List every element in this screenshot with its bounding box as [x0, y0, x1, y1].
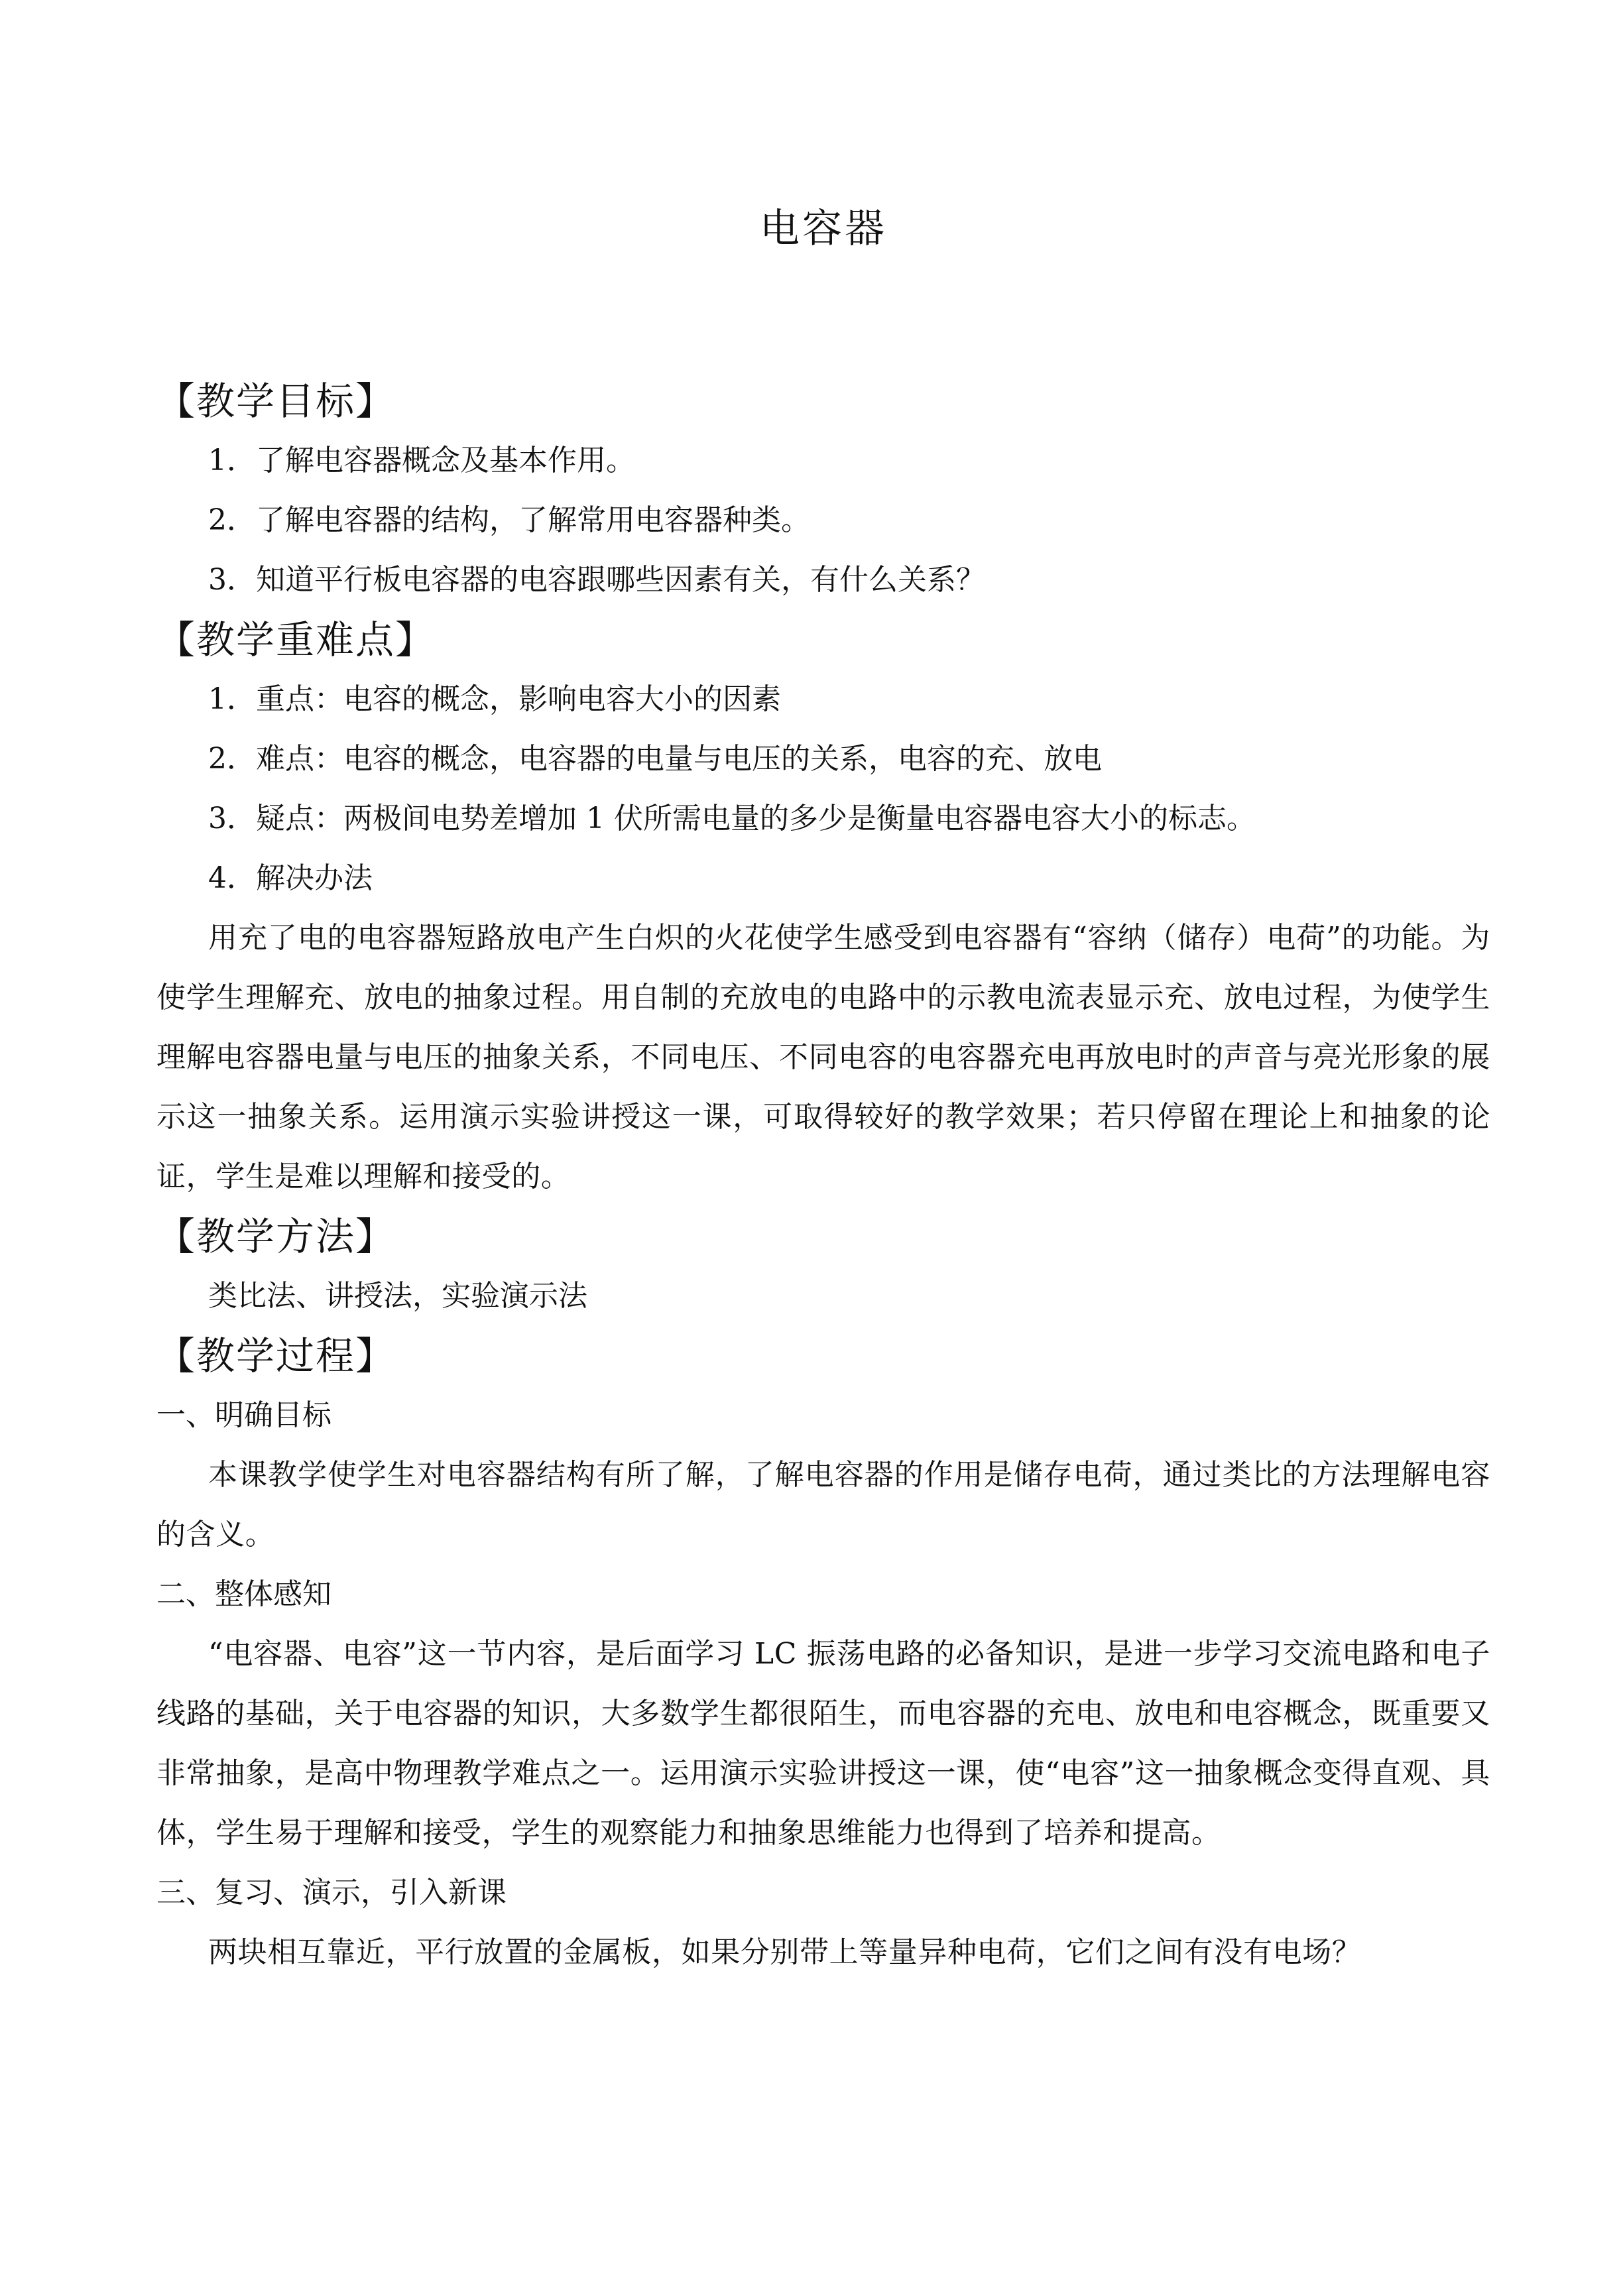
section-heading-key-points: 【教学重难点】: [156, 617, 436, 662]
key-point-item: 1．重点：电容的概念，影响电容大小的因素: [208, 682, 781, 716]
section-heading-objectives: 【教学目标】: [156, 379, 396, 424]
page-title: 电容器: [760, 206, 887, 252]
section-heading-methods: 【教学方法】: [156, 1214, 396, 1259]
methods-text: 类比法、讲授法，实验演示法: [208, 1279, 587, 1313]
objective-item: 3．知道平行板电容器的电容跟哪些因素有关，有什么关系？: [208, 563, 985, 597]
process-step-text: “电容器、电容”这一节内容，是后面学习 LC 振荡电路的必备知识，是进一步学习交流电路和电子线路的基础，关于电容器的知识，大多数学生都很陌生，而电容器的充电、放电和电容概念，既重要又非常抽象，是高中物理教学难点之一。运用演示实验讲授这一课，使“电容”这一抽象概念变得直观、具体，学生易于理解和接受，学生的观察能力和抽象思维能力也得到了培养和提高。: [156, 1637, 1490, 1850]
section-heading-process: 【教学过程】: [156, 1333, 396, 1378]
process-step-title: 一、明确目标: [156, 1398, 331, 1432]
key-point-item: 4．解决办法: [208, 861, 373, 895]
solution-paragraph: 用充了电的电容器短路放电产生白炽的火花使学生感受到电容器有“容纳（储存）电荷”的功能。为使学生理解充、放电的抽象过程。用自制的充放电的电路中的示教电流表显示充、放电过程，为使学生理解电容器电量与电压的抽象关系，不同电压、不同电容的电容器充电再放电时的声音与亮光形象的展示这一抽象关系。运用演示实验讲授这一课，可取得较好的教学效果；若只停留在理论上和抽象的论证，学生是难以理解和接受的。: [156, 921, 1490, 1193]
key-point-item: 3．疑点：两极间电势差增加 1 伏所需电量的多少是衡量电容器电容大小的标志。: [208, 802, 1256, 835]
key-point-item: 2．难点：电容的概念，电容器的电量与电压的关系，电容的充、放电: [208, 742, 1102, 776]
process-step-text: 两块相互靠近，平行放置的金属板，如果分别带上等量异种电荷，它们之间有没有电场？: [208, 1935, 1362, 1969]
process-step-title: 二、整体感知: [156, 1577, 331, 1611]
objective-item: 1．了解电容器概念及基本作用。: [208, 444, 635, 477]
process-step-title: 三、复习、演示，引入新课: [156, 1876, 507, 1909]
objective-item: 2．了解电容器的结构，了解常用电容器种类。: [208, 503, 810, 537]
process-step-text: 本课教学使学生对电容器结构有所了解，了解电容器的作用是储存电荷，通过类比的方法理解电容的含义。: [156, 1458, 1490, 1551]
